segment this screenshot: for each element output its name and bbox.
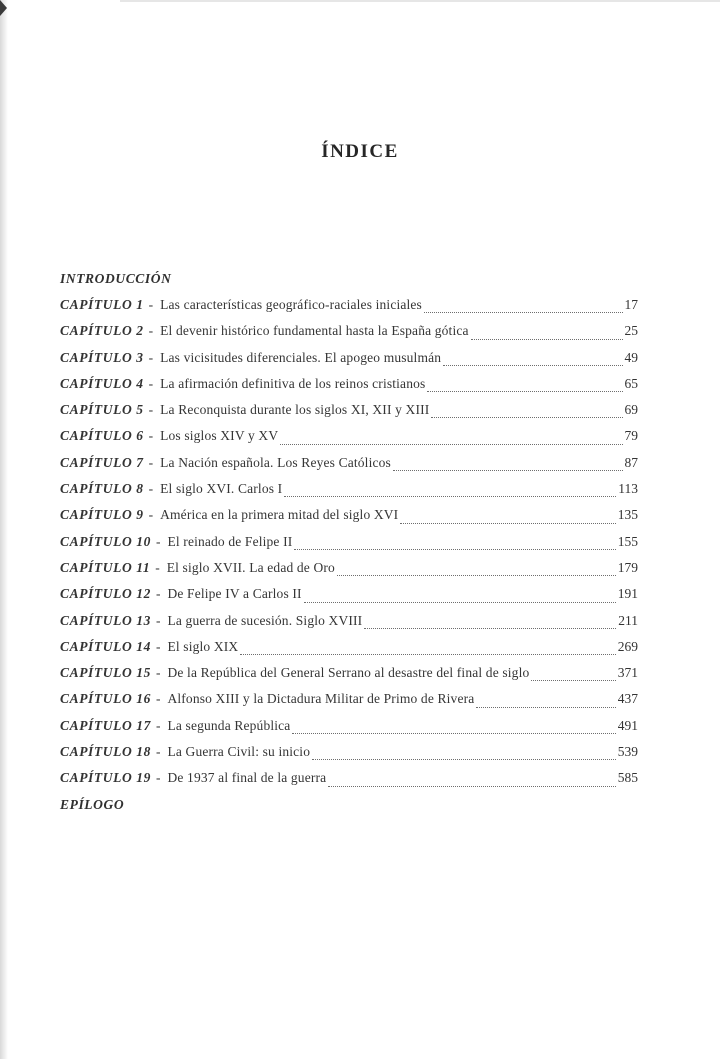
dot-leader bbox=[337, 575, 616, 576]
chapter-label: CAPÍTULO 2 bbox=[60, 323, 144, 339]
dot-leader bbox=[531, 680, 615, 681]
chapter-separator: - bbox=[155, 533, 161, 549]
toc-chapter-row[interactable] bbox=[60, 713, 638, 739]
chapter-title: La guerra de sucesión. Siglo XVIII bbox=[167, 612, 363, 628]
chapter-separator: - bbox=[155, 612, 161, 628]
toc-chapter-row[interactable] bbox=[60, 660, 638, 686]
chapter-separator: - bbox=[155, 770, 161, 786]
dot-leader bbox=[280, 444, 622, 445]
page-number: 69 bbox=[624, 402, 638, 418]
dot-leader bbox=[292, 733, 615, 734]
page-number: 437 bbox=[617, 691, 638, 707]
page-number: 491 bbox=[617, 717, 638, 733]
page-number: 155 bbox=[617, 533, 638, 549]
chapter-title: De 1937 al final de la guerra bbox=[167, 770, 327, 786]
chapter-list bbox=[60, 292, 638, 792]
chapter-separator: - bbox=[148, 481, 154, 497]
dot-leader bbox=[364, 628, 616, 629]
chapter-title: Las vicisitudes diferenciales. El apogeo musulmán bbox=[160, 349, 442, 365]
page-number: 49 bbox=[624, 349, 638, 365]
page-number: 17 bbox=[624, 297, 638, 312]
page-number: 539 bbox=[617, 744, 638, 760]
dot-leader bbox=[400, 523, 615, 524]
chapter-title: El devenir histórico fundamental hasta la España gótica bbox=[160, 323, 469, 339]
chapter-separator: - bbox=[148, 297, 154, 312]
chapter-label: CAPÍTULO 12 bbox=[60, 586, 151, 602]
chapter-separator: - bbox=[148, 507, 154, 523]
chapter-title: El siglo XVI. Carlos I bbox=[160, 481, 283, 497]
chapter-label: CAPÍTULO 11 bbox=[60, 559, 151, 575]
page-title: ÍNDICE bbox=[321, 141, 399, 162]
dot-leader bbox=[240, 654, 615, 655]
dot-leader bbox=[328, 786, 615, 787]
chapter-title: Alfonso XIII y la Dictadura Militar de Primo de Rivera bbox=[167, 691, 475, 707]
page-number: 25 bbox=[624, 323, 638, 339]
toc-chapter-row[interactable] bbox=[60, 423, 638, 449]
chapter-title: Las características geográfico-raciales iniciales bbox=[160, 297, 422, 312]
page-number: 211 bbox=[618, 612, 638, 628]
toc-introduction[interactable]: INTRODUCCIÓN bbox=[60, 271, 172, 286]
toc-chapter-row[interactable] bbox=[60, 739, 638, 765]
toc-chapter-row[interactable] bbox=[60, 318, 638, 344]
chapter-title: La Guerra Civil: su inicio bbox=[167, 744, 311, 760]
toc-chapter-row[interactable] bbox=[60, 371, 638, 397]
chapter-label: CAPÍTULO 17 bbox=[60, 717, 151, 733]
top-border-line bbox=[120, 0, 720, 2]
chapter-title: De la República del General Serrano al desastre del final de siglo bbox=[167, 665, 530, 681]
dot-leader bbox=[294, 549, 615, 550]
toc-epilogue[interactable]: EPÍLOGO bbox=[60, 796, 125, 812]
chapter-title: De Felipe IV a Carlos II bbox=[167, 586, 302, 602]
chapter-label: CAPÍTULO 13 bbox=[60, 612, 151, 628]
chapter-title: El siglo XVII. La edad de Oro bbox=[166, 559, 335, 575]
page-number: 79 bbox=[624, 428, 638, 444]
chapter-separator: - bbox=[155, 559, 160, 575]
chapter-label: CAPÍTULO 9 bbox=[60, 507, 144, 523]
chapter-title: La Nación española. Los Reyes Católicos bbox=[160, 454, 391, 470]
toc-chapter-row[interactable] bbox=[60, 292, 638, 318]
chapter-separator: - bbox=[155, 744, 161, 760]
chapter-title: La segunda República bbox=[167, 717, 291, 733]
page-number: 269 bbox=[617, 638, 638, 654]
chapter-title: El reinado de Felipe II bbox=[167, 533, 293, 549]
chapter-label: CAPÍTULO 10 bbox=[60, 533, 151, 549]
dot-leader bbox=[431, 417, 622, 418]
dot-leader bbox=[284, 496, 616, 497]
chapter-separator: - bbox=[148, 402, 154, 418]
dot-leader bbox=[424, 312, 623, 313]
toc-chapter-row[interactable] bbox=[60, 397, 638, 423]
dot-leader bbox=[393, 470, 623, 471]
chapter-label: CAPÍTULO 15 bbox=[60, 665, 151, 681]
dot-leader bbox=[312, 759, 616, 760]
toc-chapter-row[interactable] bbox=[60, 450, 638, 476]
toc-chapter-row[interactable] bbox=[60, 765, 638, 791]
toc-chapter-row[interactable] bbox=[60, 686, 638, 712]
chapter-label: CAPÍTULO 3 bbox=[60, 349, 144, 365]
dot-leader bbox=[427, 391, 622, 392]
page-number: 87 bbox=[624, 454, 638, 470]
chapter-separator: - bbox=[155, 717, 161, 733]
dot-leader bbox=[443, 365, 622, 366]
toc-chapter-row[interactable] bbox=[60, 476, 638, 502]
page-number: 135 bbox=[617, 507, 638, 523]
chapter-title: América en la primera mitad del siglo XVI bbox=[160, 507, 399, 523]
toc-chapter-row[interactable] bbox=[60, 634, 638, 660]
corner-arrow-icon bbox=[0, 0, 7, 16]
chapter-label: CAPÍTULO 8 bbox=[60, 481, 144, 497]
toc-chapter-row[interactable] bbox=[60, 529, 638, 555]
page-number: 179 bbox=[617, 559, 638, 575]
page-number: 65 bbox=[624, 375, 638, 391]
chapter-label: CAPÍTULO 18 bbox=[60, 744, 151, 760]
table-of-contents bbox=[60, 266, 638, 818]
chapter-separator: - bbox=[148, 454, 154, 470]
chapter-label: CAPÍTULO 4 bbox=[60, 375, 144, 391]
chapter-label: CAPÍTULO 16 bbox=[60, 691, 151, 707]
chapter-separator: - bbox=[148, 375, 154, 391]
dot-leader bbox=[304, 602, 616, 603]
dot-leader bbox=[476, 707, 615, 708]
chapter-separator: - bbox=[148, 428, 154, 444]
chapter-separator: - bbox=[155, 665, 161, 681]
toc-chapter-row[interactable] bbox=[60, 345, 638, 371]
toc-chapter-row[interactable] bbox=[60, 608, 638, 634]
page-number: 191 bbox=[617, 586, 638, 602]
chapter-title: La Reconquista durante los siglos XI, XII y XIII bbox=[160, 402, 430, 418]
chapter-title: Los siglos XIV y XV bbox=[160, 428, 279, 444]
chapter-label: CAPÍTULO 5 bbox=[60, 402, 144, 418]
chapter-separator: - bbox=[155, 586, 161, 602]
toc-chapter-row[interactable] bbox=[60, 555, 638, 581]
dot-leader bbox=[471, 339, 623, 340]
chapter-label: CAPÍTULO 6 bbox=[60, 428, 144, 444]
chapter-separator: - bbox=[155, 638, 161, 654]
chapter-label: CAPÍTULO 1 bbox=[60, 297, 144, 312]
chapter-label: CAPÍTULO 19 bbox=[60, 770, 151, 786]
chapter-label: CAPÍTULO 7 bbox=[60, 454, 144, 470]
toc-chapter-row[interactable] bbox=[60, 502, 638, 528]
chapter-separator: - bbox=[155, 691, 161, 707]
page-number: 113 bbox=[618, 481, 638, 497]
toc-chapter-row[interactable] bbox=[60, 581, 638, 607]
chapter-title: El siglo XIX bbox=[167, 638, 239, 654]
chapter-title: La afirmación definitiva de los reinos cristianos bbox=[160, 375, 426, 391]
chapter-separator: - bbox=[148, 323, 154, 339]
chapter-label: CAPÍTULO 14 bbox=[60, 638, 151, 654]
page-number: 585 bbox=[617, 770, 638, 786]
chapter-separator: - bbox=[148, 349, 154, 365]
page-number: 371 bbox=[617, 665, 638, 681]
